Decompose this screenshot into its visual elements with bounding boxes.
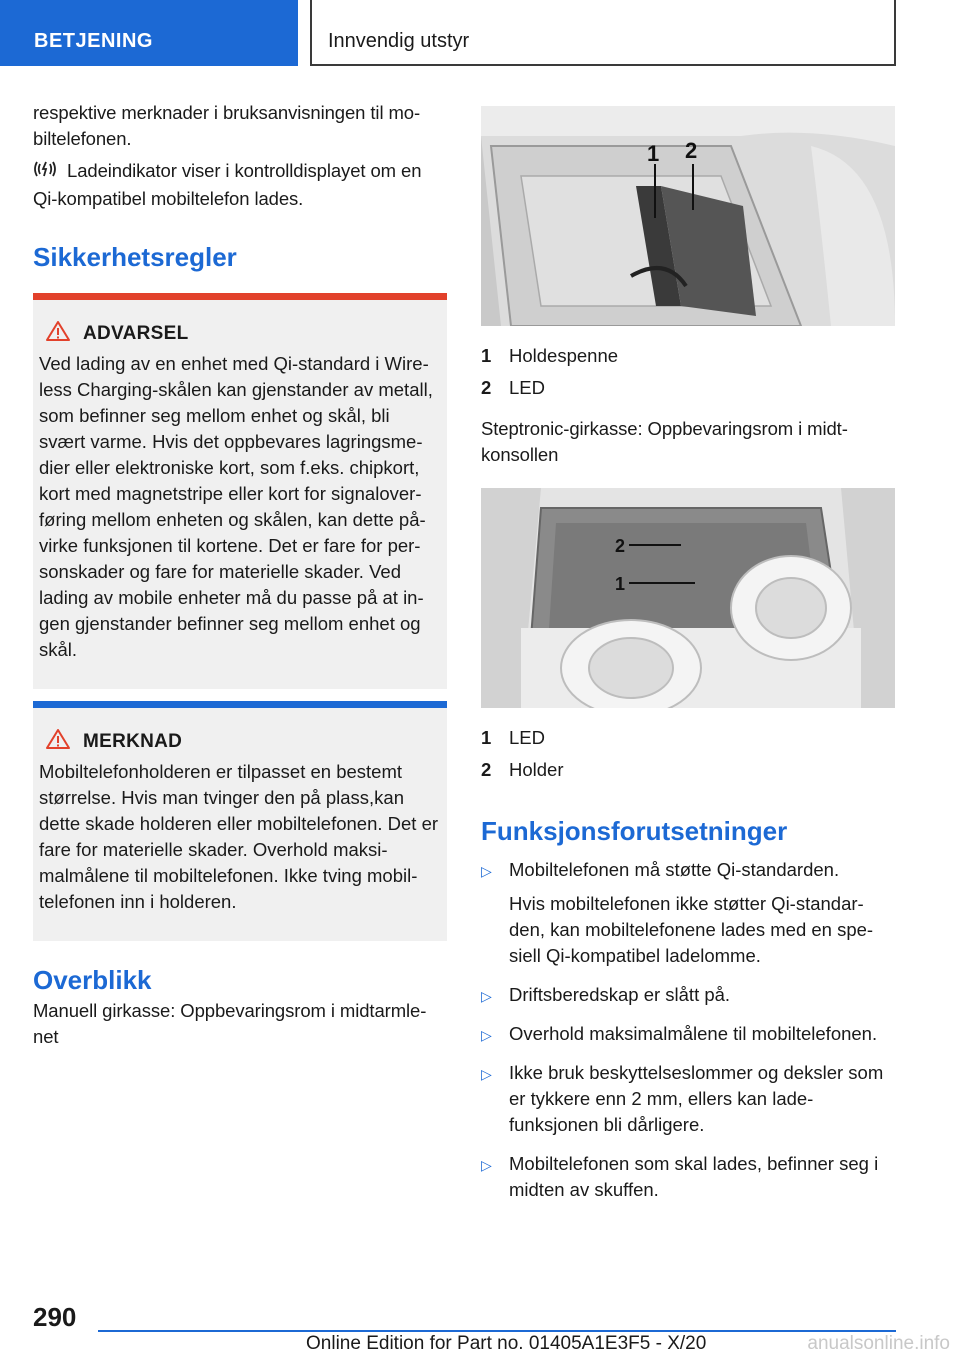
chapter-title: Innvendig utstyr	[310, 0, 896, 66]
bullet-triangle-icon: ▷	[481, 1157, 492, 1173]
figure1-label-1: 1	[647, 141, 660, 166]
steptronic-text: Steptronic-girkasse: Oppbevaringsrom i midt-konsollen	[481, 418, 848, 465]
page-number: 290	[33, 1302, 77, 1332]
notice-title: MERKNAD	[83, 730, 183, 752]
bullet-triangle-icon: ▷	[481, 988, 492, 1004]
figure-console-storage	[481, 488, 895, 708]
indicator-paragraph: Ladeindikator viser i kontrolldisplayet om en Qi-kompatibel mobiltelefon lades.	[33, 160, 422, 209]
warning-box	[33, 293, 447, 689]
warning-triangle-icon	[45, 320, 71, 347]
bullet-triangle-icon: ▷	[481, 1027, 492, 1043]
figure1-legend	[481, 340, 895, 404]
notice-box	[33, 701, 447, 941]
legend-item: 1 Holdespenne	[481, 345, 619, 366]
overview-text: Manuell girkasse: Oppbevaringsrom i midtarmle-net	[33, 1000, 427, 1047]
right-column	[481, 106, 895, 1216]
list-item: ▷ Mobiltelefonen som skal lades, befinner seg i midten av skuffen.	[481, 1153, 879, 1200]
bullet-triangle-icon: ▷	[481, 863, 492, 879]
warning-text: Ved lading av en enhet med Qi-standard i Wire-less Charging-skålen kan gjenstander av metall, som befinner seg mellom enhet og skål, bli svært varme. Hvis det oppbevares lagringsme-dier eller elektroniske kort, som f.eks. chipkort, kort med magnetstripe eller kort for signalover-føring mellom enheten og skålen, kan dette på-virke funksjonen til kortene. Det er fare for per-sonskader og fare for materielle skader. Ved lading av mobile enheter må du passe på at in-gen gjenstander befinner seg mellom enhet og skål.	[39, 353, 433, 660]
watermark: anualsonline.info	[807, 1333, 950, 1354]
heading-prerequisites: Funksjonsforutsetninger	[481, 816, 788, 846]
intro-text: respektive merknader i bruksanvisningen til mo-biltelefonen.	[33, 102, 421, 149]
figure-armrest-storage	[481, 106, 895, 326]
figure2-label-2: 2	[615, 536, 626, 556]
list-item: ▷ Driftsberedskap er slått på.	[481, 982, 895, 1008]
list-item: ▷ Ikke bruk beskyttelseslommer og deksler som er tykkere enn 2 mm, ellers kan lade-funksjonen bli dårligere.	[481, 1062, 884, 1135]
bullet-triangle-icon: ▷	[481, 1066, 492, 1082]
heading-safety: Sikkerhetsregler	[33, 242, 237, 272]
prerequisites-list	[481, 857, 895, 1203]
figure2-label-1: 1	[615, 574, 626, 594]
figure2-legend	[481, 722, 895, 786]
legend-item: 2 LED	[481, 377, 545, 398]
section-tab: BETJENING	[0, 0, 298, 66]
list-item: ▷ Mobiltelefonen må støtte Qi-standarden. Hvis mobiltelefonen ikke støtter Qi-standar-den, kan mobiltelefonene lades med en spe-siell Qi-kompatibel ladelomme.	[481, 859, 874, 966]
legend-item: 2 Holder	[481, 759, 564, 780]
warning-triangle-icon	[45, 728, 71, 755]
footer-divider	[98, 1330, 896, 1332]
left-column	[33, 100, 447, 1050]
list-item: ▷ Overhold maksimalmålene til mobiltelefonen.	[481, 1021, 895, 1047]
notice-text: Mobiltelefonholderen er tilpasset en bestemt størrelse. Hvis man tvinger den på plass,kan dette skade holderen eller mobiltelefonen. Det er fare for materielle skader. Overhold maksi-malmålene til mobiltelefonen. Ikke tving mobil-telefonen inn i holderen.	[39, 761, 439, 912]
legend-item: 1 LED	[481, 727, 545, 748]
wireless-charging-icon	[33, 159, 57, 186]
heading-overview: Overblikk	[33, 965, 152, 995]
edition-text: Online Edition for Part no. 01405A1E3F5 - X/20	[306, 1333, 707, 1354]
figure1-label-2: 2	[685, 138, 698, 163]
warning-title: ADVARSEL	[83, 322, 189, 344]
